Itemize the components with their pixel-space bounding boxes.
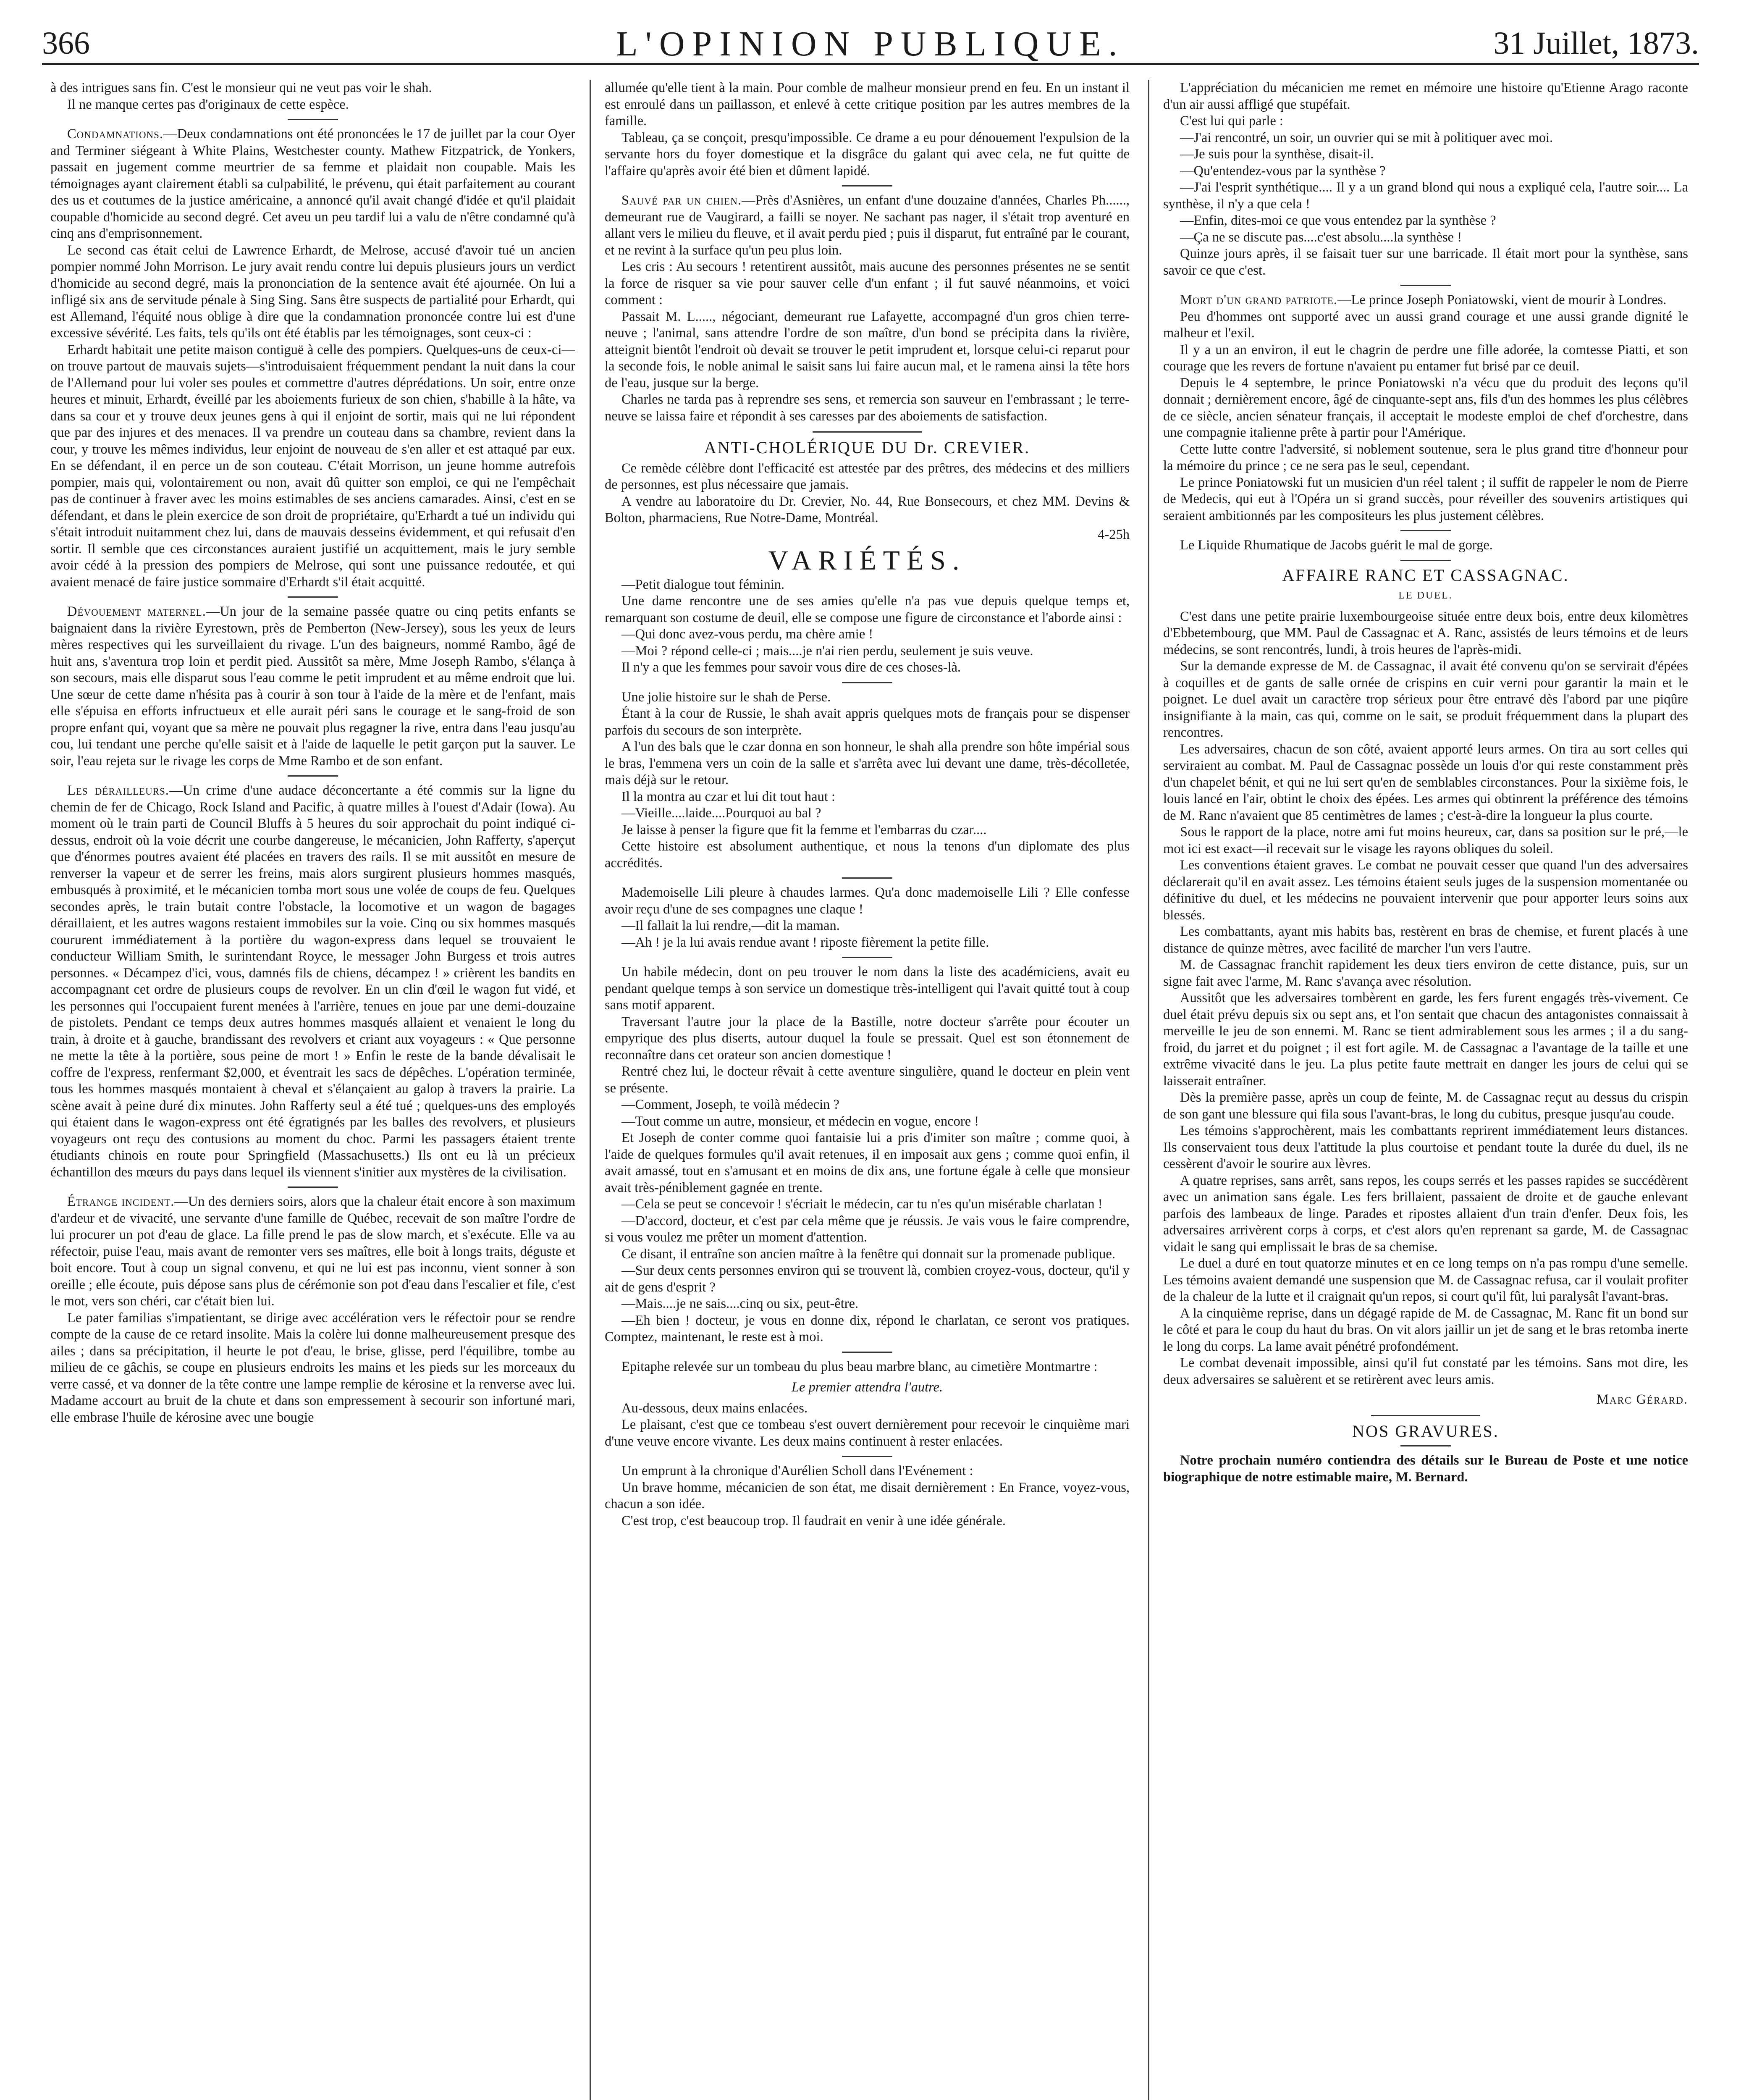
article-paragraph: Erhardt habitait une petite maison contiguë à celle des pompiers. Quelques-uns de ceux-ci—on trouve partout de mauvais sujets—s'introduisaient fréquemment pendant la nuit dans la cour de l'Allemand pour lui voler ses poules et commettre d'autres déprédations. Un soir, entre onze heures et minuit, Erhardt, éveillé par les aboiements furieux de son chien, s'habille à la hâte, va dans sa cour et y trouve deux jeunes gens à qui il enjoint de sortir, mais qui ne lui répondent que par des injures et des menaces. Il va prendre un couteau dans sa chambre, revient dans la cour, y trouve les mêmes individus, leur enjoint de nouveau de s'en aller et est attaqué par eux. En se défendant, il en perce un de son couteau. C'était Morrison, un jeune homme autrefois pompier, mais qui, volontairement ou non, avait dû quitter son emploi, ce qui ne l'empêchait pas de continuer à fraver avec les moins estimables de ses anciens camarades. Ainsi, c'est en se défendant, et dans le plein exercice de son droit de propriétaire, qu'Erhardt a tué un individu qui s'était introduit nuitamment chez lui, dans de mauvais desseins évidemment, et qui refusait d'en sortir. Il semble que ces circonstances auraient justifié un acquittement, mais le jury semble avoir cédé à la pression des pompiers de Melrose, qui sont une puissance redoutée, et qui avaient menacé de faire justice sommaire d'Erhardt s'il était acquitté. <box>50 342 575 590</box>
article-paragraph: Tableau, ça se conçoit, presqu'impossible. Ce drame a eu pour dénouement l'expulsion de la servante hors du foyer domestique et la disgrâce du galant qui avec cela, ne fut quitte de l'affaire qu'après avoir été bien et dûment lapidé. <box>605 130 1130 178</box>
article-paragraph: Ce disant, il entraîne son ancien maître à la fenêtre qui donnait sur la promenade publique. <box>621 1246 1115 1262</box>
separator <box>842 1456 892 1457</box>
article-paragraph: A quatre reprises, sans arrêt, sans repos, les coups serrés et les passes rapides se succédèrent avec un animation sans égale. Les fers brillaient, passaient de droite et de gauche enlevant parfois des lambeaux de linge. Parades et ripostes allaient d'un train d'enfer. Deux fois, les adversaires arrivèrent corps à corps, et c'est alors qu'en reprenant sa garde, M. de Cassagnac vidait le sang qui emplissait le bras de sa chemise. <box>1163 1173 1688 1255</box>
column-rule-2 <box>1148 80 1149 2100</box>
article-paragraph: —J'ai rencontré, un soir, un ouvrier qui se mit à politiquer avec moi. <box>1180 130 1553 145</box>
article-paragraph: —Cela se peut se concevoir ! s'écriait le médecin, car tu n'es qu'un misérable charlatan ! <box>621 1197 1103 1212</box>
epitaph-text: Le premier attendra l'autre. <box>791 1380 943 1395</box>
article-paragraph: —Vieille....laide....Pourquoi au bal ? <box>621 806 821 821</box>
article-paragraph: Charles ne tarda pas à reprendre ses sens, et remercia son sauveur en l'embrassant ; le terre-neuve se laissa faire et répondit à ses caresses par des aboiements de satisfaction. <box>605 392 1130 424</box>
column-2 <box>605 80 1130 2100</box>
separator <box>842 877 892 879</box>
article-paragraph: Sur la demande expresse de M. de Cassagnac, il avait été convenu qu'on se servirait d'épées à coquilles et de gants de salle ornée de crispins en cuir verni pour garantir la main et le poignet. Le duel avait un caractère trop sérieux pour être entravé dès l'abord par une piqûre insignifiante à la main, cas qui, comme on le sait, se produit fréquemment dans la plupart des rencontres. <box>1163 659 1688 740</box>
article-paragraph: —Ah ! je la lui avais rendue avant ! riposte fièrement la petite fille. <box>621 934 989 950</box>
separator <box>1400 560 1451 561</box>
article-paragraph: Traversant l'autre jour la place de la Bastille, notre docteur s'arrête pour écouter un empyrique des plus diserts, autour duquel la foule se pressait. Quel est son étonnement de reconnaître dans cet orateur son ancien domestique ! <box>605 1014 1130 1063</box>
article-mort <box>1163 292 1688 309</box>
article-text: —Le prince Joseph Poniatowski, vient de mourir à Londres. <box>1337 292 1667 307</box>
article-paragraph: M. de Cassagnac franchit rapidement les deux tiers environ de cette distance, puis, sur un signe fait avec l'arme, M. Ranc s'avança avec résolution. <box>1163 957 1688 989</box>
article-paragraph: Le prince Poniatowski fut un musicien d'un réel talent ; il suffit de rappeler le nom de Pierre de Medecis, qui eut à l'Opéra un si grand succès, pour réveiller des souvenirs artistiques qui seraient ambitionnés par les compositeurs les plus justement célèbres. <box>1163 475 1688 523</box>
advert-liquide: Le Liquide Rhumatique de Jacobs guérit le mal de gorge. <box>1180 538 1493 553</box>
article-paragraph: —Eh bien ! docteur, je vous en donne dix, répond le charlatan, ce seront vos pratiques. Comptez, maintenant, le reste est à moi. <box>605 1312 1130 1344</box>
article-paragraph: Le duel a duré en tout quatorze minutes et en ce long temps on n'a pas rompu d'une semelle. Les témoins avaient demandé une suspension que M. de Cassagnac refusa, car il voulait profiter de la chaleur de la lutte et il craignait qu'un repos, si court qu'il fût, lui paralysât l'avant-bras. <box>1163 1256 1688 1304</box>
rubric-label: Dévouement maternel. <box>67 604 206 619</box>
rubric-label: Les dérailleurs. <box>67 783 169 798</box>
article-derailleurs <box>50 782 575 1181</box>
article-paragraph: —Sur deux cents personnes environ qui se trouvent là, combien croyez-vous, docteur, qu'il y ait de gens d'esprit ? <box>605 1263 1130 1295</box>
article-paragraph: Une jolie histoire sur le shah de Perse. <box>621 689 831 705</box>
article-paragraph: Il ne manque certes pas d'originaux de cette espèce. <box>67 97 349 112</box>
article-paragraph: Un habile médecin, dont on peu trouver le nom dans la liste des académiciens, avait eu pendant quelque temps à son service un domestique très-intelligent qui l'avait quitté tout à coup sans motif apparent. <box>605 964 1130 1013</box>
article-paragraph: Il y a un an environ, il eut le chagrin de perdre une fille adorée, la comtesse Piatti, et son courage que les revers de fortune n'avaient pu entamer fut brisé par ce deuil. <box>1163 342 1688 374</box>
article-paragraph: —Il fallait la lui rendre,—dit la maman. <box>621 918 840 933</box>
article-paragraph: Les cris : Au secours ! retentirent aussitôt, mais aucune des personnes présentes ne se sentit la force de risquer sa vie pour sauver celle d'un enfant ; il fut sauvé néanmoins, et voici comment : <box>605 259 1130 307</box>
gravures-notice: Notre prochain numéro contiendra des détails sur le Bureau de Poste et une notice biographique de notre estimable maire, M. Bernard. <box>1163 1453 1688 1485</box>
article-text: —Un crime d'une audace déconcertante a été commis sur la ligne du chemin de fer de Chicago, Rock Island and Pacific, à quatre milles à l'ouest d'Adair (Iowa). Au moment où le train parti de Council Bluffs à 5 heures du soir approchait du point indiqué ci-dessus, endroit où la voie décrit une courbe dangereuse, le mécanicien, John Rafferty, s'aperçut que d'énormes poutres avaient été placées en travers des rails. Il se mit aussitôt en mesure de renverser la vapeur et de serrer les freins, mais alors surgirent plusieurs hommes masqués, embusqués à proximité, et le mécanicien tomba mort sous une volée de coups de feu. Quelques secondes après, le train butait contre l'obstacle, la locomotive et un wagon de bagages déraillaient, et les autres wagons restaient immobiles sur la voie. Cinq ou six hommes masqués coururent immédiatement à la portière du wagon-express dans lequel se trouvaient le conducteur William Smith, le surintendant Royce, le messager John Burgess et trois autres personnes. « Décampez d'ici, vous, damnés fils de chiens, décampez ! » crièrent les bandits en accompagnant cet ordre de plusieurs coups de revolver. En un clin d'œil le wagon fut vidé, et les personnes qui l'occupaient furent menées à l'arrière, tenues en joue par une demi-douzaine de pistolets. Pendant ce temps deux autres hommes masqués allaient et venaient le long du train, à droite et à gauche, brandissant des revolvers et criant aux voyageurs : « Que personne ne mette la tête à la portière, sous peine de mort ! » Enfin le reste de la bande dévalisait le coffre de l'express, renfermant $2,000, et éventrait les sacs de dépêches. L'opération terminée, tous les hommes masqués montaient à cheval et s'élançaient au galop à travers la prairie. La scène avait à peine duré dix minutes. John Rafferty seul a été tué ; quelques-uns des employés qui étaient dans le wagon-express ont été égratignés par les balles des revolvers, et plusieurs voyageurs ont reçu des contusions au moment du choc. Parmi les passagers étaient trente étudiants chinois en route pour Springfield (Massachusetts.) Ils ont eu là un précieux échantillon des mœurs du pays dans lequel ils viennent s'initier aux mystères de la civilisation. <box>50 783 575 1180</box>
article-paragraph: —Qu'entendez-vous par la synthèse ? <box>1180 163 1386 178</box>
separator <box>288 1186 338 1188</box>
article-paragraph: Je laisse à penser la figure que fit la femme et l'embarras du czar.... <box>621 822 987 837</box>
varietes-heading: VARIÉTÉS. <box>768 545 966 576</box>
issue-date: 31 Juillet, 1873. <box>1493 26 1699 61</box>
affaire-heading: AFFAIRE RANC ET CASSAGNAC. <box>1282 565 1569 585</box>
separator <box>842 682 892 683</box>
rubric-label: Étrange incident. <box>67 1194 175 1209</box>
article-text: —Un jour de la semaine passée quatre ou cinq petits enfants se baignaient dans la rivière Eyrestown, près de Pemberton (New-Jersey), sous les yeux de leurs mères respectives qui les surveillaient du rivage. L'un des baigneurs, nommé Rambo, âgé de huit ans, s'aventura trop loin et perdit pied. Aussitôt sa mère, Mme Joseph Rambo, s'élança à son secours, mais elle disparut sous l'eau comme le petit imprudent et au même endroit que lui. Une sœur de cette dame n'hésita pas à courir à son tour à l'aide de la mère et de l'enfant, mais elle s'épuisa en efforts infructueux et elle aurait péri sans le courage et le sang-froid de son propre enfant qui, voyant que sa mère ne pouvait plus regagner la rive, entra dans l'eau jusqu'au cou, lui tendant une perche qu'elle saisit et à l'aide de laquelle le petit garçon put la sauver. Le soir, l'eau rejeta sur le rivage les corps de Mme Rambo et de son enfant. <box>50 604 575 769</box>
article-paragraph: Epitaphe relevée sur un tombeau du plus beau marbre blanc, au cimetière Montmartre : <box>621 1359 1098 1374</box>
article-paragraph: Le pater familias s'impatientant, se dirige avec accélération vers le réfectoir pour se rendre compte de la cause de ce retard insolite. Mais la colère lui donne malheureusement presque des ailes ; dans sa précipitation, il heurte le pot d'eau, le brise, glisse, perd l'équilibre, tombe au milieu de ce gâchis, se coupe en plusieurs endroits les mains et les pieds sur les morceaux du verre cassé, et va donner de la tête contre une lampe remplie de kérosine et la renverse avec lui. Madame accourt au bruit de la chute et dans son empressement à secourir son infortuné mari, elle embrase l'huile de kérosine avec une bougie <box>50 1310 575 1425</box>
header-rule <box>42 63 1699 65</box>
article-paragraph: Mademoiselle Lili pleure à chaudes larmes. Qu'a donc mademoiselle Lili ? Elle confesse avoir reçu d'une de ses compagnes une claque ! <box>605 885 1130 917</box>
rubric-label: Condamnations. <box>67 126 164 142</box>
article-paragraph: Rentré chez lui, le docteur rêvait à cette aventure singulière, quand le docteur en plein vent se présente. <box>605 1064 1130 1096</box>
article-paragraph: —Mais....je ne sais....cinq ou six, peut-être. <box>621 1296 859 1311</box>
article-paragraph: Les témoins s'approchèrent, mais les combattants reprirent immédiatement leurs distances. Ils conservaient tous deux l'attitude la plus courtoise et pendant toute la durée du duel, ils ne cessèrent d'avoir le sourire aux lèvres. <box>1163 1123 1688 1171</box>
separator <box>813 431 922 433</box>
article-paragraph: Il la montra au czar et lui dit tout haut : <box>621 789 836 804</box>
duel-subheading: LE DUEL. <box>1398 590 1453 601</box>
article-etrange <box>50 1194 575 1310</box>
article-text: —Un des derniers soirs, alors que la chaleur était encore à son maximum d'ardeur et de vivacité, une servante d'une famille de Québec, recevait de son maître l'ordre de lui procurer un pot d'eau de glace. La fille prend le pas de slow march, et s'exécute. Elle va au réfectoir, puise l'eau, mais avant de remonter vers ses maîtres, elle boit à longs traits, déguste et boit encore. Tout à coup un signal convenu, et qui ne lui est pas inconnu, vient sonner à son oreille ; elle écoute, puis dépose sans plus de cérémonie son pot d'eau dans l'escalier et file, c'est le mot, vers son chéri, car c'était bien lui. <box>50 1194 575 1309</box>
article-devouement <box>50 604 575 769</box>
separator <box>288 775 338 777</box>
column-3 <box>1163 80 1688 2100</box>
page-number: 366 <box>42 26 90 61</box>
article-paragraph: Les conventions étaient graves. Le combat ne pouvait cesser que quand l'un des adversaires déclarerait qu'il en avait assez. Les témoins étaient seuls juges de la suspension momentanée ou définitive du duel, et les médecins ne pouvaient intervenir que pour apporter leurs soins aux blessés. <box>1163 858 1688 923</box>
article-paragraph: Dès la première passe, après un coup de feinte, M. de Cassagnac reçut au dessus du crispin de son gant une blessure qui fila sous l'avant-bras, le long du cubitus, presque jusqu'au coude. <box>1163 1090 1688 1122</box>
article-paragraph: Aussitôt que les adversaires tombèrent en garde, les fers furent engagés très-vivement. Ce duel était prévu depuis six ou sept ans, et l'on sentait que chacun des antagonistes connaissait à merveille le jeu de son ennemi. M. Ranc se tient admirablement sous les armes ; il a du sang-froid, du jarret et du poignet ; il est fort agile. M. de Cassagnac a l'avantage de la taille et une extrême vivacité dans le jeu. La plus petite faute mettrait en danger les jours de celui qui se laisserait entraîner. <box>1163 990 1688 1089</box>
article-condamnations <box>50 126 575 242</box>
article-paragraph: Une dame rencontre une de ses amies qu'elle n'a pas vue depuis quelque temps et, remarquant son costume de deuil, elle se compose une figure de circonstance et l'aborde ainsi : <box>605 593 1130 625</box>
article-paragraph: Quinze jours après, il se faisait tuer sur une barricade. Il était mort pour la synthèse, sans savoir ce que c'est. <box>1163 246 1688 278</box>
separator <box>1371 1415 1480 1416</box>
article-paragraph: —Petit dialogue tout féminin. <box>621 577 785 592</box>
separator <box>1400 530 1451 531</box>
article-paragraph: —Enfin, dites-moi ce que vous entendez par la synthèse ? <box>1180 213 1496 228</box>
article-paragraph: A la cinquième reprise, dans un dégagé rapide de M. de Cassagnac, M. Ranc fit un bond sur le côté et para le coup du haut du bras. On vit alors jaillir un jet de sang et le bras retomba inerte le long du corps. La lame avait pénétré profondément. <box>1163 1305 1688 1354</box>
article-paragraph: Étant à la cour de Russie, le shah avait appris quelques mots de français pour se dispenser parfois du secours de son interprète. <box>605 706 1130 738</box>
article-paragraph: Sous le rapport de la place, notre ami fut moins heureux, car, dans sa position sur le pré,—le mot ici est exact—il recevait sur le visage les rayons obliques du soleil. <box>1163 824 1688 856</box>
article-paragraph: Un brave homme, mécanicien de son état, me disait dernièrement : En France, voyez-vous, chacun a son idée. <box>605 1480 1130 1512</box>
article-paragraph: —D'accord, docteur, et c'est par cela même que je réussis. Je vais vous le faire comprendre, si vous voulez me prêter un moment d'attention. <box>605 1213 1130 1245</box>
article-paragraph: Les adversaires, chacun de son côté, avaient apporté leurs armes. On tira au sort celles qui serviraient au combat. M. Paul de Cassagnac possède un louis d'or qui reste constamment près d'un chapelet bénit, et qui ne lui sert qu'en de semblables circonstances. Pour la sixième fois, le louis lancé en l'air, obtint le choix des épées. Les armes qui obtinrent la préférence des témoins de M. Ranc n'avaient que 85 centimètres de lames ; c'est-à-dire la longueur la plus courte. <box>1163 741 1688 823</box>
article-paragraph: —Je suis pour la synthèse, disait-il. <box>1180 147 1374 162</box>
article-paragraph: Au-dessous, deux mains enlacées. <box>621 1400 808 1416</box>
ad-reference: 4-25h <box>1098 527 1130 542</box>
separator <box>842 185 892 186</box>
article-paragraph: Le combat devenait impossible, ainsi qu'il fut constaté par les témoins. Sans mot dire, les deux adversaires se saluèrent et se retirèrent avec leurs amis. <box>1163 1355 1688 1387</box>
article-paragraph: Le plaisant, c'est que ce tombeau s'est ouvert dernièrement pour recevoir le cinquième mari d'une veuve encore vivante. Les deux mains continuent à rester enlacées. <box>605 1417 1130 1449</box>
article-paragraph: L'appréciation du mécanicien me remet en mémoire une histoire qu'Etienne Arago raconte d'un air aussi affligé que stupéfait. <box>1163 80 1688 112</box>
article-paragraph: C'est lui qui parle : <box>1180 113 1283 129</box>
article-paragraph: —Qui donc avez-vous perdu, ma chère amie ! <box>621 627 873 642</box>
separator <box>842 957 892 958</box>
separator <box>288 596 338 598</box>
article-paragraph: A l'un des bals que le czar donna en son honneur, le shah alla prendre son hôte impérial sous le bras, l'emmena vers un coin de la salle et s'arrêta avec lui devant une dame, très-décolletée, mais déjà sur le retour. <box>605 739 1130 788</box>
anti-cholerique-heading: ANTI-CHOLÉRIQUE DU Dr. CREVIER. <box>704 438 1030 457</box>
newspaper-title: L'OPINION PUBLIQUE. <box>616 24 1125 63</box>
article-paragraph: —Ça ne se discute pas....c'est absolu....la synthèse ! <box>1180 229 1462 245</box>
article-sauve <box>605 192 1130 259</box>
separator <box>842 1352 892 1353</box>
separator <box>1400 1445 1451 1446</box>
article-paragraph: Depuis le 4 septembre, le prince Poniatowski n'a vécu que du produit des leçons qu'il donnait ; dernièrement encore, âgé de cinquante-sept ans, fils d'un des hommes les plus célèbres de ce siècle, ancien sénateur français, il acceptait le modeste emploi de chef d'orchestre, dans une compagnie italienne prête à partir pour l'Amérique. <box>1163 375 1688 440</box>
separator <box>1400 285 1451 286</box>
article-paragraph: Le second cas était celui de Lawrence Erhardt, de Melrose, accusé d'avoir tué un ancien pompier nommé John Morrison. Le jury avait rendu contre lui depuis plusieurs jours un verdict d'homicide au second degré, mais la prononciation de la sentence avait été ajournée. On lui a infligé six ans de servitude pénale à Sing Sing. Sans être suspects de partialité pour Erhardt, qui est Allemand, l'équité nous oblige à dire que la condamnation prononcée contre lui est d'une excessive sévérité. Les faits, tels qu'ils ont été établis par les témoignages, sont ceux-ci : <box>50 242 575 341</box>
article-text: —Près d'Asnières, un enfant d'une douzaine d'années, Charles Ph......, demeurant rue de Vaugirard, a failli se noyer. Ne sachant pas nager, il s'était trop aventuré en allant vers le milieu du fleuve, et il avait perdu pied ; puis il disparut, fut entraîné par le courant, et ne revint à la surface qu'un peu plus loin. <box>605 193 1130 258</box>
article-paragraph: à des intrigues sans fin. C'est le monsieur qui ne veut pas voir le shah. <box>50 80 432 95</box>
article-paragraph: Cette lutte contre l'adversité, si noblement soutenue, sera le plus grand titre d'honneur pour la mémoire du prince ; ce ne sera pas le seul, cependant. <box>1163 441 1688 473</box>
column-1 <box>50 80 575 2100</box>
article-paragraph: Les combattants, ayant mis habits bas, restèrent en bras de chemise, et furent placés à une distance de quinze mètres, avec facilité de marcher l'un vers l'autre. <box>1163 924 1688 956</box>
column-rule-1 <box>590 80 591 2100</box>
rubric-label: Sauvé par un chien. <box>621 193 742 208</box>
article-paragraph: Il n'y a que les femmes pour savoir vous dire de ces choses-là. <box>621 660 961 675</box>
article-text: —Deux condamnations ont été prononcées le 17 de juillet par la cour Oyer and Terminer siégeant à White Plains, Westchester county. Mathew Fitzpatrick, de Yonkers, passait en jugement comme meurtrier de sa femme et plaidait non coupable. Mais les témoignages ayant clairement établi sa culpabilité, le prévenu, qui était parfaitement au courant des us et coutumes de la justice américaine, a annoncé qu'il avait changé d'idée et qu'il plaidait coupable d'homicide au second degré. Cet aveu un peu tardif lui a valu de n'être condamné qu'à cinq ans d'emprisonnement. <box>50 126 575 241</box>
article-paragraph: Cette histoire est absolument authentique, et nous la tenons d'un diplomate des plus accrédités. <box>605 839 1130 871</box>
article-paragraph: Et Joseph de conter comme quoi fantaisie lui a pris d'imiter son maître ; comme quoi, à l'aide de quelques formules qu'il avait retenues, il en imposait aux gens ; comme quoi enfin, il avait amassé, tout en s'amusant et en moins de dix ans, une fortune égale à celle que monsieur avait très-péniblement gagnée en trente. <box>605 1130 1130 1195</box>
article-paragraph: Un emprunt à la chronique d'Aurélien Scholl dans l'Evénement : <box>621 1463 973 1478</box>
gravures-heading: NOS GRAVURES. <box>1352 1421 1499 1441</box>
article-paragraph: A vendre au laboratoire du Dr. Crevier, No. 44, Rue Bonsecours, et chez MM. Devins & Bolton, pharmaciens, Rue Notre-Dame, Montréal. <box>605 494 1130 525</box>
article-paragraph: —J'ai l'esprit synthétique.... Il y a un grand blond qui nous a expliqué cela, l'autre soir.... La synthèse, il n'y a que cela ! <box>1163 180 1688 212</box>
separator <box>288 119 338 120</box>
article-paragraph: Ce remède célèbre dont l'efficacité est attestée par des prêtres, des médecins et des milliers de personnes, est plus nécessaire que jamais. <box>605 460 1130 492</box>
rubric-label: Mort d'un grand patriote. <box>1180 292 1337 307</box>
article-paragraph: Peu d'hommes ont supporté avec un aussi grand courage et une aussi grande dignité le malheur et l'exil. <box>1163 309 1688 341</box>
article-signature: Marc Gérard. <box>1597 1392 1688 1407</box>
article-paragraph: C'est trop, c'est beaucoup trop. Il faudrait en venir à une idée générale. <box>621 1513 1006 1528</box>
article-paragraph: —Comment, Joseph, te voilà médecin ? <box>621 1097 839 1112</box>
article-paragraph: C'est dans une petite prairie luxembourgeoise située entre deux bois, entre deux kilomètres d'Ebbetembourg, que MM. Paul de Cassagnac et A. Ranc, assistés de leurs témoins et de leurs médecins, se sont rencontrés, lundi, à trois heures de l'après-midi. <box>1163 609 1688 657</box>
article-paragraph: —Tout comme un autre, monsieur, et médecin en vogue, encore ! <box>621 1113 979 1129</box>
article-paragraph: Passait M. L....., négociant, demeurant rue Lafayette, accompagné d'un gros chien terre-neuve ; l'animal, sans attendre l'ordre de son maître, d'un bond se précipita dans la rivière, atteignit bientôt l'endroit où devait se trouver le petit imprudent et, lorsque celui-ci reparut pour la seconde fois, le noble animal le saisit sans lui faire aucun mal, et le ramena ainsi la tête hors de l'eau, jusque sur la berge. <box>605 309 1130 391</box>
article-paragraph: allumée qu'elle tient à la main. Pour comble de malheur monsieur prend en feu. En un instant il est enroulé dans un paillasson, et enlevé à cette critique position par les autres membres de la famille. <box>605 80 1130 129</box>
article-paragraph: —Moi ? répond celle-ci ; mais....je n'ai rien perdu, seulement je suis veuve. <box>621 643 1033 659</box>
